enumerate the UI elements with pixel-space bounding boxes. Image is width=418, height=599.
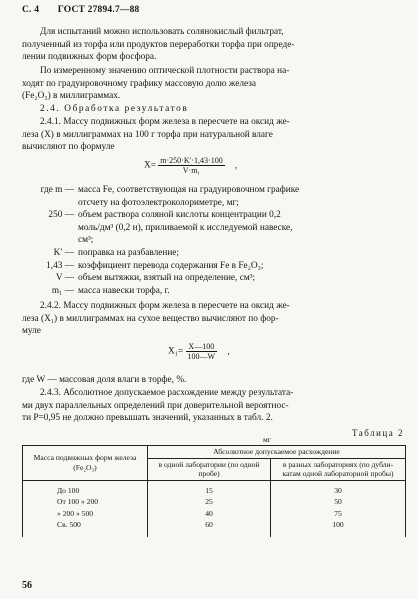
definition-text: поправка на разбавление; [78,247,180,258]
definition-row [22,197,406,210]
table-cell: 75 [334,508,342,518]
definition-row [22,247,406,260]
table-cell: 25 [205,497,213,506]
definition-text: объем вытяжки, взятый на определение, см³; [78,273,256,284]
table-cell: 40 [205,508,213,518]
column-header-different-labs: в разных лабораториях (по дубли-катам одной лабораторной пробы) [271,458,406,480]
text-line: полученный из торфа или продуктов переработки торфа при опреде- [22,39,295,50]
formula-denominator: 100—W [187,352,216,361]
paragraph-2-4-3 [22,387,402,425]
table-header-row [23,446,406,459]
table-caption: Таблица 2 [352,428,404,438]
table-cell: Св. 500 [57,520,81,529]
definition-row [22,234,406,247]
definition-term: где m — [40,185,74,195]
text-line: По измеренному значению оптической плотности раствора на- [40,66,290,76]
definition-text: коэффициент перевода содержания Fe в Fe₂O₃; [78,260,264,271]
paragraph-optical-density [22,65,402,103]
tolerance-table [22,445,406,537]
text-line: лении подвижных форм фосфора. [22,52,157,63]
table-cell: 100 [332,520,344,529]
definition-term: m₁ — [51,285,74,296]
text-line: Для испытаний можно использовать солянокислый фильтрат, [40,27,284,37]
definition-term [22,197,78,210]
formula-denominator: V·m₁ [182,166,201,175]
formula-numerator: X—100 [186,342,218,352]
section-title: 2.4. Обработка результатов [40,104,189,114]
column-header-one-lab: в одной лаборатории (по одной пробе) [148,458,271,480]
table-cell: 60 [205,520,213,529]
definition-term [22,234,78,247]
formula-lhs: X= [144,160,156,171]
paragraph-2-4-2 [22,300,402,338]
definition-text: масса Fe, соответствующая на градуировочном графике [78,185,300,195]
text-line: леза (X₁) в миллиграммах на сухое вещество вычисляют по фор- [22,313,279,324]
formula-fraction [158,156,224,175]
column-header-mass: Масса подвижных форм железа (Fe₂O₃) [23,446,148,481]
paragraph-2-4-1 [22,116,402,154]
text-line: ти P=0,95 не должно превышать значений, указанных в табл. 2. [22,413,273,424]
formula-x1 [168,342,230,361]
definition-term [22,222,78,235]
table-cell: 15 [205,485,213,495]
definition-term: 250 — [48,210,74,221]
text-line: 2.4.2. Массу подвижных форм железа в пересчете на оксид же- [40,301,290,311]
formula-x [144,156,237,175]
table-body [23,480,406,537]
text-line: муле [22,326,41,337]
table-cell: » 200 » 500 [57,508,94,518]
definition-text: масса навески торфа, г. [78,285,170,296]
text-line: 2.4.1. Массу подвижных форм железа в пересчете на оксид же- [40,117,290,127]
formula-comma: , [235,160,238,171]
table-unit: мг [263,435,271,444]
table-cell: До 100 [57,485,80,495]
text-line: где W — массовая доля влаги в торфе, %. [22,375,187,385]
definition-text: моль/дм³ (0,2 н), приливаемой к исследуемой навеске, [78,222,293,233]
table-cell: 30 [334,485,342,495]
definition-text: объем раствора соляной кислоты концентрации 0,2 [78,210,281,221]
section-heading [22,103,402,116]
text-line: вычисляют по формуле [22,142,115,153]
mass-column [23,480,148,537]
page-number: 56 [22,580,32,591]
table-cell: 50 [334,497,342,506]
formula-comma: , [227,346,230,357]
definition-row [22,222,406,235]
formula-lhs: X₁= [168,346,184,357]
definition-term: 1,43 — [46,260,74,271]
standard-number: ГОСТ 27894.7—88 [57,5,140,15]
definition-row [22,285,406,298]
page-label: С. 4 [22,5,40,15]
column-group-header: Абсолютное допускаемое расхождение [148,446,406,459]
formula-fraction [186,342,218,361]
formula-numerator: m·250·K′·1,43·100 [160,156,223,165]
definition-term: V — [55,273,74,284]
text-line: (Fe₂O₃) в миллиграммах. [22,91,121,102]
one-lab-column [148,480,271,537]
definition-text: см³; [78,235,94,246]
definition-text: отсчету на фотоэлектроколориметре, мг; [78,197,239,208]
definition-row [22,209,406,222]
paragraph-filtrate [22,26,402,64]
definition-row [22,184,406,197]
variable-definitions [22,184,406,297]
definition-row [22,272,406,285]
text-line: ходят по градуировочному графику массовую долю железа [22,78,257,89]
text-line: леза (X) в миллиграммах на 100 г торфа при натуральной влаге [22,129,273,140]
paragraph-moisture [22,374,402,387]
different-labs-column [271,480,406,537]
text-line: ми двух параллельных определений при доверительной вероятнос- [22,400,289,411]
table-cell: От 100 » 200 [57,497,99,506]
definition-row [22,260,406,273]
definition-term: K′ — [53,247,74,258]
page-header [22,5,140,15]
text-line: 2.4.3. Абсолютное допускаемое расхождение между результата- [40,388,294,398]
